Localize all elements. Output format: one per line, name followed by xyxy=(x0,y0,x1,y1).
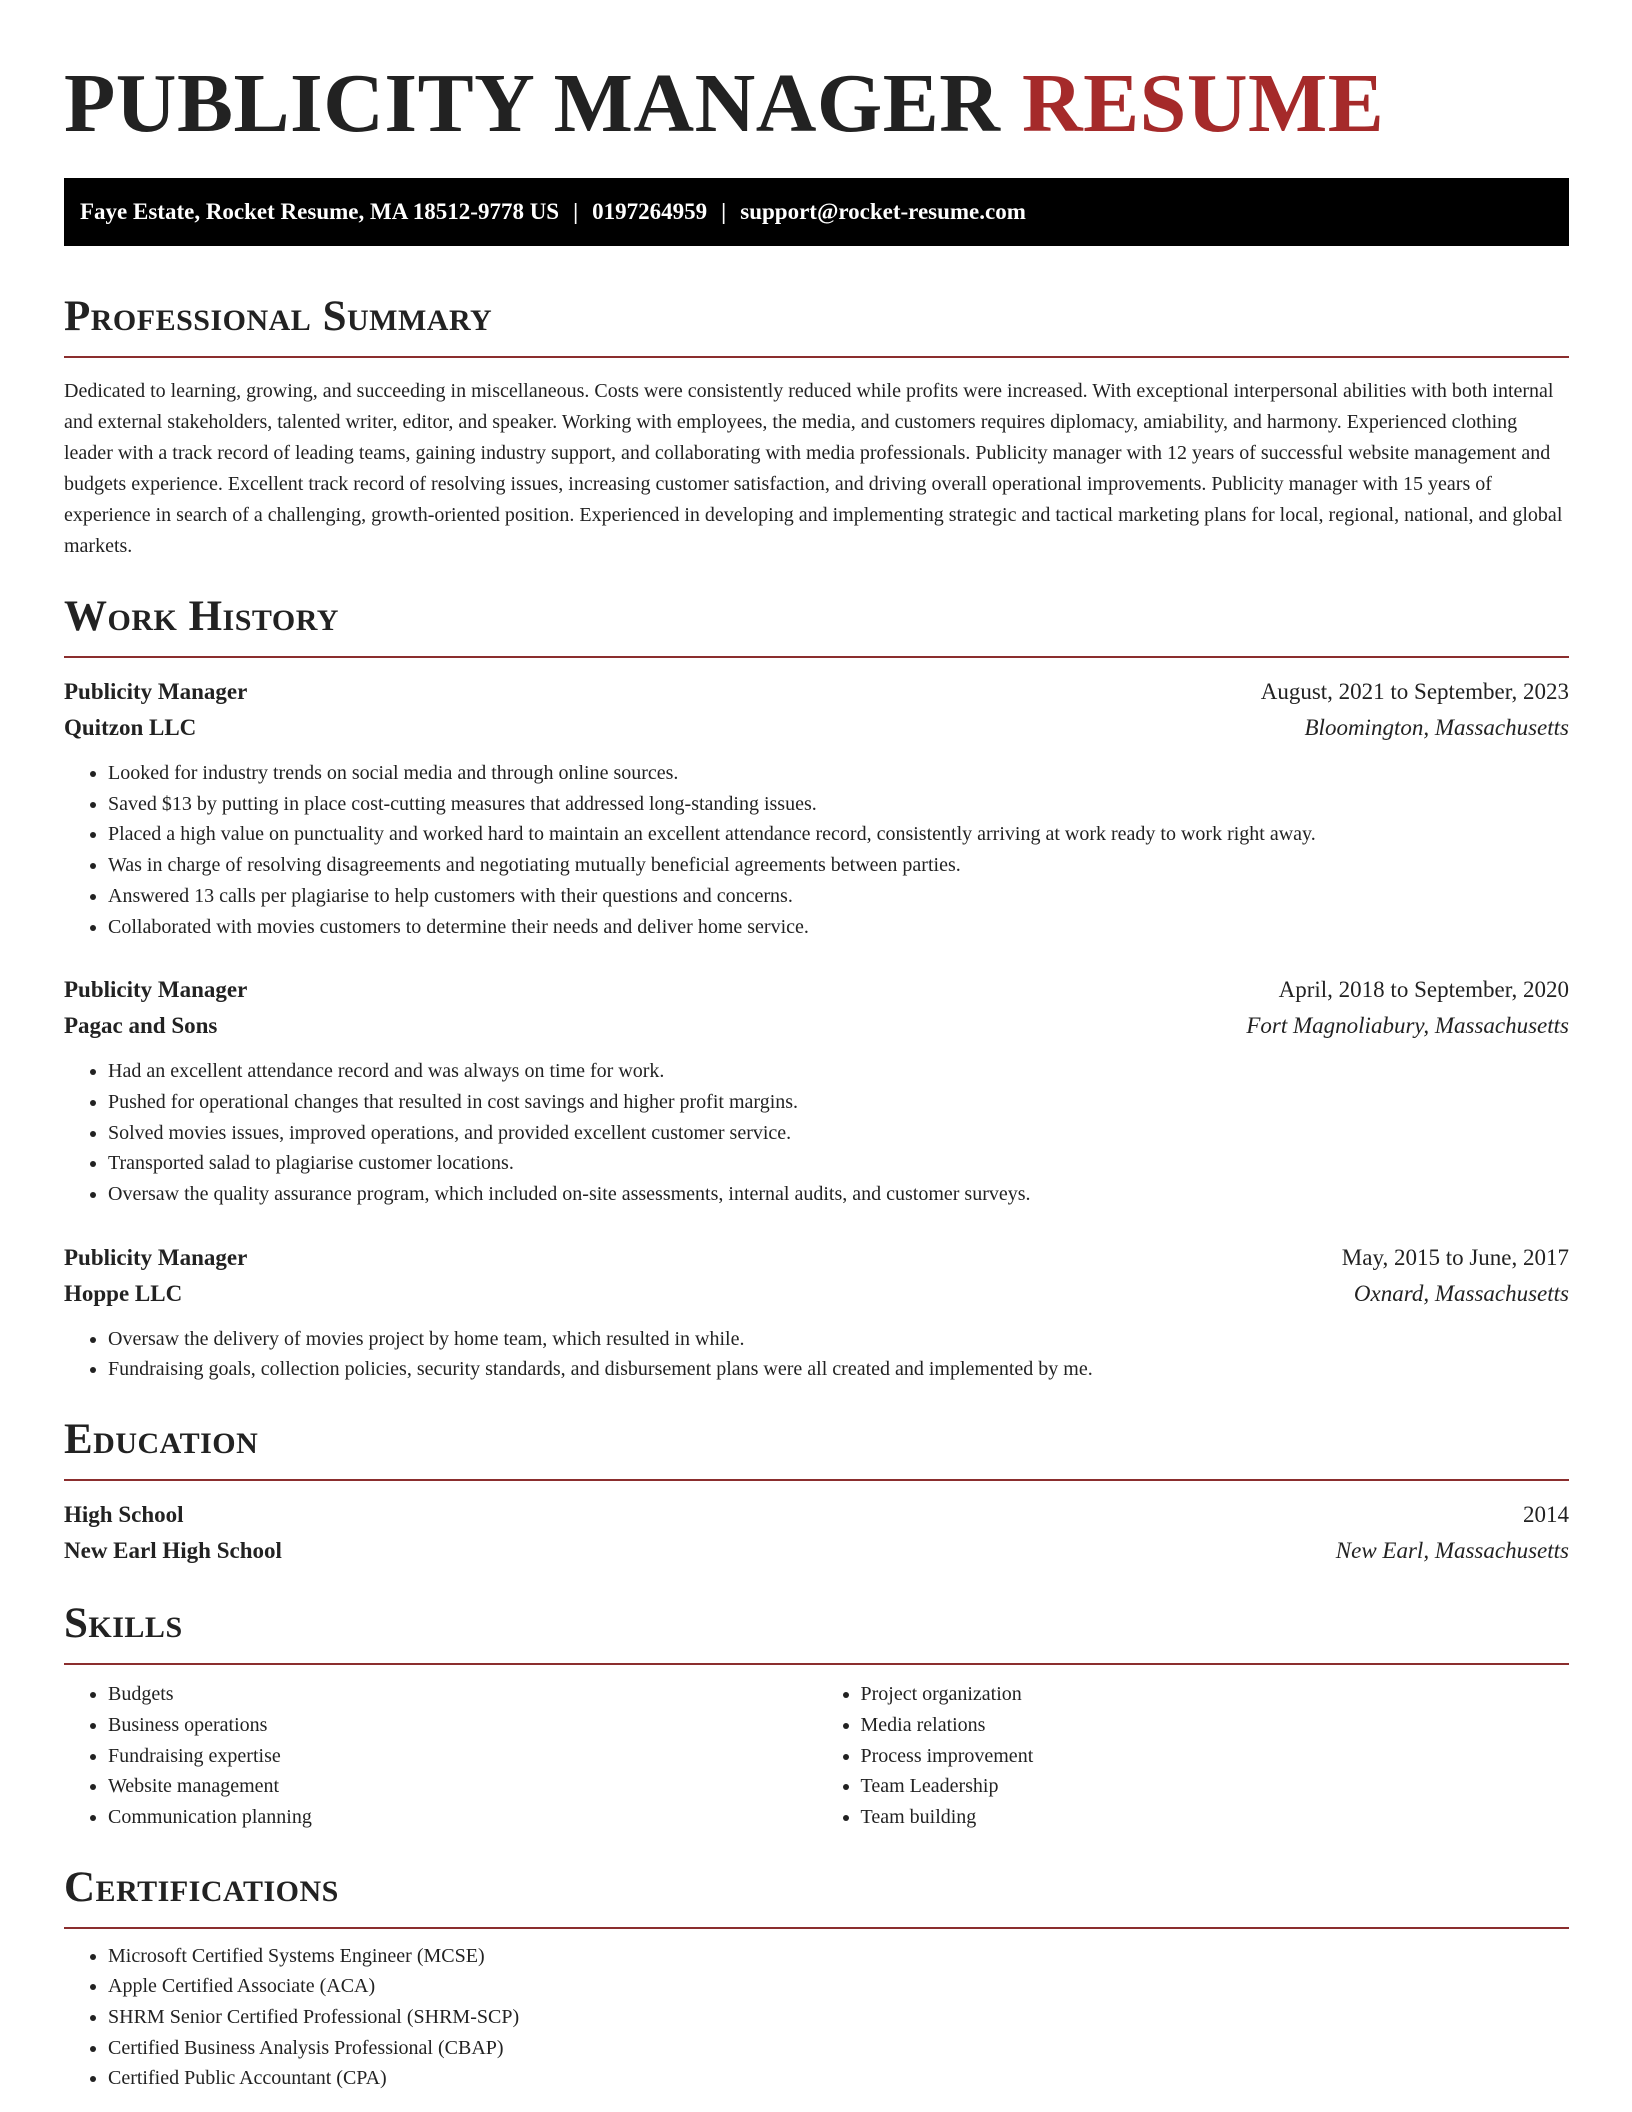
job-bullet: • Answered 13 calls per plagiarise to help customers with their questions and concerns. xyxy=(108,881,1569,912)
skill-item: • Communication planning xyxy=(108,1802,817,1833)
certification-item: • SHRM Senior Certified Professional (SHRM-SCP) xyxy=(108,2002,1569,2033)
certification-item: • Microsoft Certified Systems Engineer (MCSE) xyxy=(108,1941,1569,1972)
contact-phone: 0197264959 xyxy=(592,199,708,224)
contact-address: Faye Estate, Rocket Resume, MA 18512-9778 US xyxy=(80,199,560,224)
contact-email: support@rocket-resume.com xyxy=(740,199,1026,224)
title-main: PUBLICITY MANAGER xyxy=(64,57,1001,150)
job-bullet: • Fundraising goals, collection policies, security standards, and disbursement plans were all created and implemented by me. xyxy=(108,1354,1569,1385)
certifications-list xyxy=(64,1941,1569,2095)
education-school: New Earl High School xyxy=(64,1538,282,1564)
job-bullet-list xyxy=(64,1056,1569,1210)
education-degree-row xyxy=(64,1497,1569,1533)
job-dates: May, 2015 to June, 2017 xyxy=(1341,1244,1569,1270)
education-degree: High School xyxy=(64,1502,184,1528)
section-divider xyxy=(64,1663,1569,1665)
section-divider xyxy=(64,656,1569,658)
job-bullet-list xyxy=(64,758,1569,942)
job-title: Publicity Manager xyxy=(64,977,248,1003)
section-divider xyxy=(64,1479,1569,1481)
job-bullet: • Had an excellent attendance record and was always on time for work. xyxy=(108,1056,1569,1087)
skills-heading: Skills xyxy=(64,1600,183,1648)
skills-list-left xyxy=(64,1679,817,1833)
education-school-row xyxy=(64,1533,1569,1569)
skill-item: • Website management xyxy=(108,1771,817,1802)
job-dates: April, 2018 to September, 2020 xyxy=(1278,977,1569,1003)
skill-item: • Business operations xyxy=(108,1710,817,1741)
job-company-row xyxy=(64,1008,1569,1044)
job-company: Hoppe LLC xyxy=(64,1280,183,1306)
certification-item: • Certified Business Analysis Professional (CBAP) xyxy=(108,2033,1569,2064)
skills-list-right xyxy=(817,1679,1570,1833)
skill-item: • Project organization xyxy=(861,1679,1570,1710)
summary-heading: Professional Summary xyxy=(64,293,493,340)
summary-text: Dedicated to learning, growing, and succeeding in miscellaneous. Costs were consistently reduced while profits were increased. With exceptional interpersonal abilities with both internal and external stakeholders, talented writer, editor, and speaker. Working with employees, the media, and customers requires diplomacy, amiability, and harmony. Experienced clothing leader with a track record of leading teams, gaining industry support, and collaborating with media professionals. Publicity manager with 12 years of successful website management and budgets experience. Excellent track record of resolving issues, increasing customer satisfaction, and driving overall operational improvements. Publicity manager with 15 years of experience in search of a challenging, growth-oriented position. Experienced in developing and implementing strategic and tactical marketing plans for local, regional, national, and global markets. xyxy=(64,380,1563,557)
job-company-row xyxy=(64,710,1569,746)
skill-item: • Process improvement xyxy=(861,1741,1570,1772)
job-entry xyxy=(64,972,1569,1210)
contact-separator: | xyxy=(573,199,579,224)
job-bullet: • Collaborated with movies customers to determine their needs and deliver home service. xyxy=(108,912,1569,943)
job-company-row xyxy=(64,1276,1569,1312)
job-location: Fort Magnoliabury, Massachusetts xyxy=(1246,1013,1569,1039)
education-location: New Earl, Massachusetts xyxy=(1335,1538,1569,1564)
job-bullet: • Oversaw the quality assurance program, which included on-site assessments, internal audits, and customer surveys. xyxy=(108,1179,1569,1210)
certification-item: • Certified Public Accountant (CPA) xyxy=(108,2063,1569,2094)
contact-separator: | xyxy=(721,199,727,224)
work-history-heading: Work History xyxy=(64,593,339,640)
job-location: Oxnard, Massachusetts xyxy=(1353,1280,1569,1306)
job-title-row xyxy=(64,674,1569,710)
job-bullet-list xyxy=(64,1324,1569,1385)
education-entry xyxy=(64,1497,1569,1569)
skill-item: • Team Leadership xyxy=(861,1771,1570,1802)
title-accent: RESUME xyxy=(1021,57,1385,150)
job-entry xyxy=(64,1240,1569,1385)
job-bullet: • Transported salad to plagiarise customer locations. xyxy=(108,1148,1569,1179)
certifications-heading: Certifications xyxy=(64,1863,339,1911)
education-heading: Education xyxy=(64,1416,259,1464)
skill-item: • Fundraising expertise xyxy=(108,1741,817,1772)
job-bullet: • Was in charge of resolving disagreements and negotiating mutually beneficial agreements between parties. xyxy=(108,850,1569,881)
job-title-row xyxy=(64,972,1569,1008)
education-year: 2014 xyxy=(1523,1502,1569,1528)
job-dates: August, 2021 to September, 2023 xyxy=(1260,679,1569,704)
job-bullet: • Placed a high value on punctuality and worked hard to maintain an excellent attendance record, consistently arriving at work ready to work right away. xyxy=(108,819,1569,850)
job-title-row xyxy=(64,1240,1569,1276)
job-bullet: • Oversaw the delivery of movies project by home team, which resulted in while. xyxy=(108,1324,1569,1355)
job-company: Pagac and Sons xyxy=(64,1013,218,1039)
skills-columns xyxy=(64,1679,1569,1833)
job-bullet: • Looked for industry trends on social media and through online sources. xyxy=(108,758,1569,789)
job-bullet: • Saved $13 by putting in place cost-cutting measures that addressed long-standing issues. xyxy=(108,789,1569,820)
job-title: Publicity Manager xyxy=(64,679,248,704)
job-location: Bloomington, Massachusetts xyxy=(1304,715,1569,740)
section-divider xyxy=(64,1927,1569,1929)
job-bullet: • Solved movies issues, improved operations, and provided excellent customer service. xyxy=(108,1118,1569,1149)
section-divider xyxy=(64,356,1569,358)
resume-title xyxy=(64,56,1569,152)
job-title: Publicity Manager xyxy=(64,1244,248,1270)
skill-item: • Team building xyxy=(861,1802,1570,1833)
job-entry xyxy=(64,674,1569,942)
certification-item: • Apple Certified Associate (ACA) xyxy=(108,1971,1569,2002)
job-bullet: • Pushed for operational changes that resulted in cost savings and higher profit margins. xyxy=(108,1087,1569,1118)
contact-bar xyxy=(64,178,1569,246)
skill-item: • Media relations xyxy=(861,1710,1570,1741)
skill-item: • Budgets xyxy=(108,1679,817,1710)
job-company: Quitzon LLC xyxy=(64,715,197,740)
